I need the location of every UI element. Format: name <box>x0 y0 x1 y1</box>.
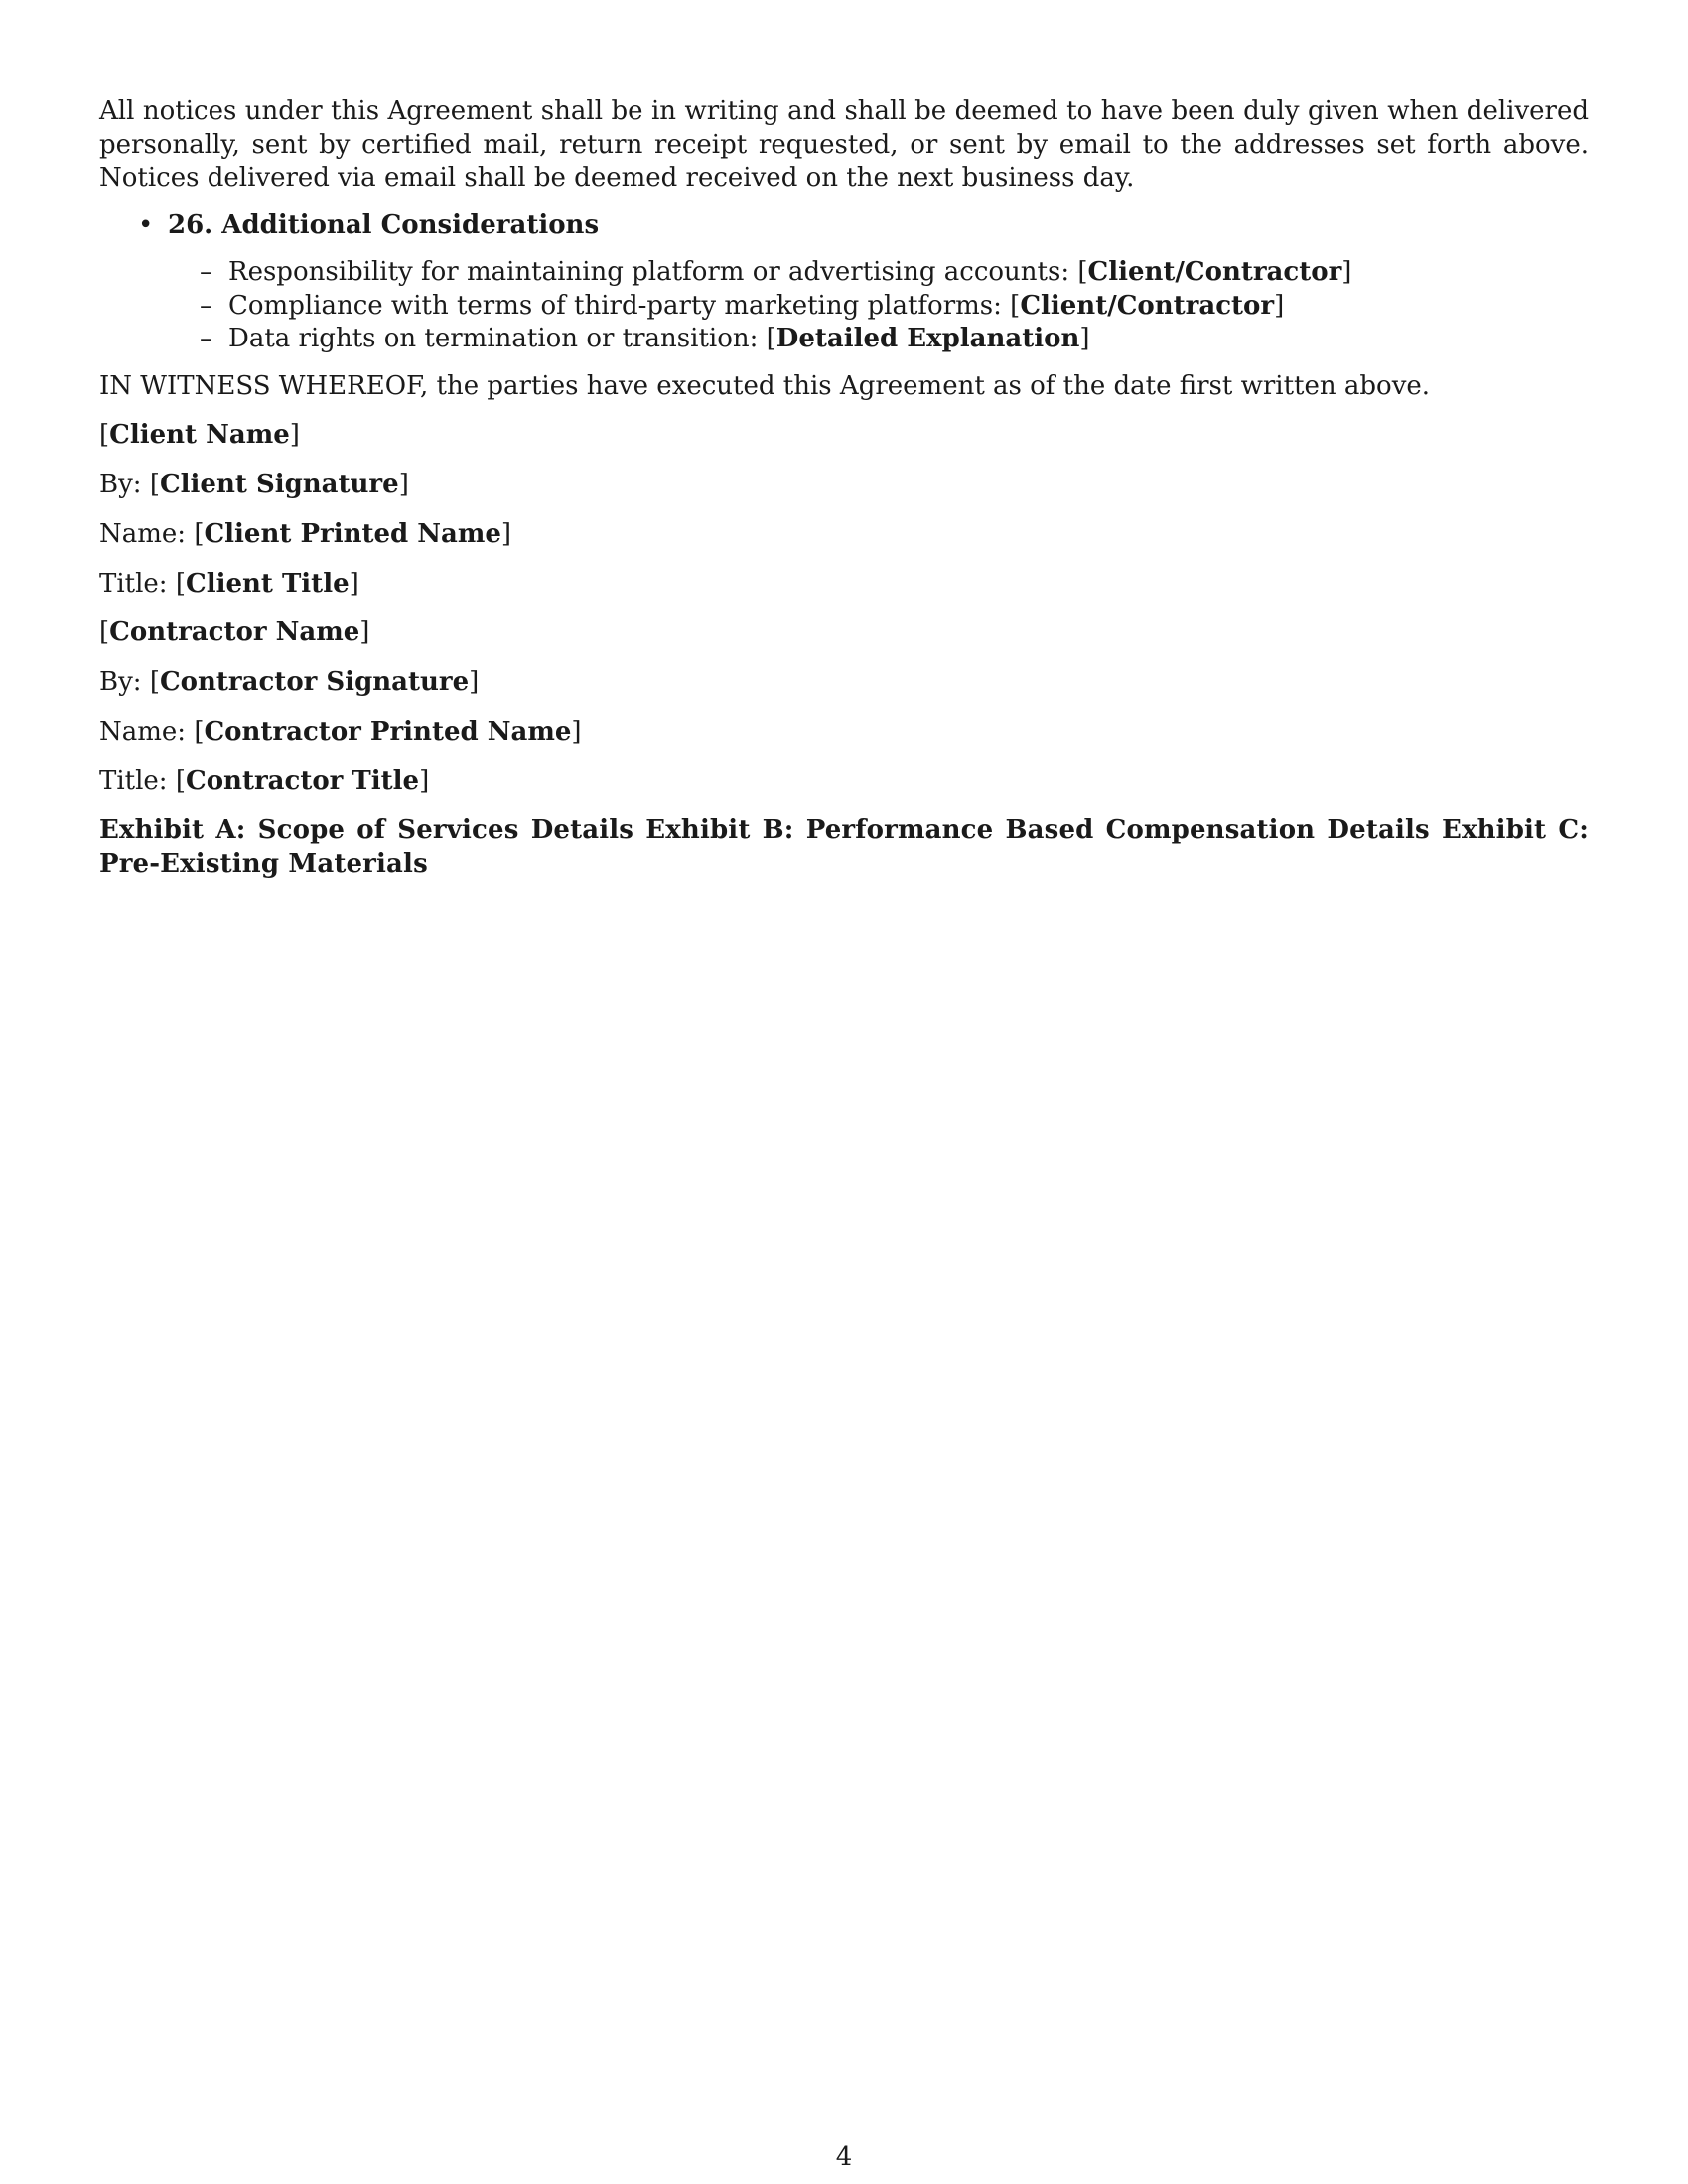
list-item: – Data rights on termination or transition: [Detailed Explanation] <box>228 323 1589 356</box>
title-label: Title: <box>99 765 176 796</box>
name-label: Name: <box>99 518 195 549</box>
contractor-title-line: Title: [Contractor Title] <box>99 765 430 796</box>
item-placeholder: Client/Contractor <box>1020 290 1275 321</box>
dash-marker: – <box>200 290 212 321</box>
witness-statement: IN WITNESS WHEREOF, the parties have executed this Agreement as of the date first written above. <box>99 370 1431 401</box>
item-placeholder: Client/Contractor <box>1087 257 1342 287</box>
page-number: 4 <box>835 2142 853 2172</box>
contractor-name-line: [Contractor Name] <box>99 617 370 648</box>
list-item: – Responsibility for maintaining platform or advertising accounts: [Client/Contractor] <box>228 256 1589 290</box>
item-text: Responsibility for maintaining platform or advertising accounts: <box>228 257 1078 287</box>
list-item: – Compliance with terms of third-party marketing platforms: [Client/Contractor] <box>228 290 1589 324</box>
contractor-printed-name-line: Name: [Contractor Printed Name] <box>99 717 582 748</box>
contractor-title: Contractor Title <box>186 765 420 796</box>
section-title: 26. Additional Considerations <box>168 209 600 240</box>
contractor-printed-name: Contractor Printed Name <box>204 717 572 748</box>
contractor-name: Contractor Name <box>109 617 360 648</box>
exhibits-list: Exhibit A: Scope of Services Details Exhibit B: Performance Based Compensation Details Exhibit C: Pre-Existing Materials <box>99 815 1589 879</box>
item-placeholder: Detailed Explanation <box>775 324 1080 353</box>
item-text: Compliance with terms of third-party marketing platforms: <box>228 290 1011 321</box>
client-name-line: [Client Name] <box>99 420 300 451</box>
by-label: By: <box>99 470 150 500</box>
dash-marker: – <box>200 257 212 287</box>
by-label: By: <box>99 667 150 698</box>
client-title-line: Title: [Client Title] <box>99 568 359 599</box>
dash-marker: – <box>200 324 212 353</box>
contractor-signature-line: By: [Contractor Signature] <box>99 667 480 698</box>
client-printed-name-line: Name: [Client Printed Name] <box>99 518 512 549</box>
bullet-marker: • <box>138 209 154 240</box>
notice-paragraph: All notices under this Agreement shall be in writing and shall be deemed to have been duly given when delivered personally, sent by certified mail, return receipt requested, or sent by email to the addresses set forth above. Notices delivered via email shall be deemed received on the next business day. <box>99 96 1589 193</box>
considerations-list <box>168 256 1589 356</box>
client-printed-name: Client Printed Name <box>204 518 501 549</box>
item-text: Data rights on termination or transition: <box>228 324 767 353</box>
document-page <box>99 95 1589 881</box>
client-title: Client Title <box>186 568 350 599</box>
section-26 <box>138 209 1589 356</box>
contractor-signature: Contractor Signature <box>159 667 470 698</box>
client-signature-line: By: [Client Signature] <box>99 470 409 500</box>
title-label: Title: <box>99 568 176 599</box>
client-name: Client Name <box>109 420 290 451</box>
client-signature: Client Signature <box>159 470 399 500</box>
name-label: Name: <box>99 717 195 748</box>
